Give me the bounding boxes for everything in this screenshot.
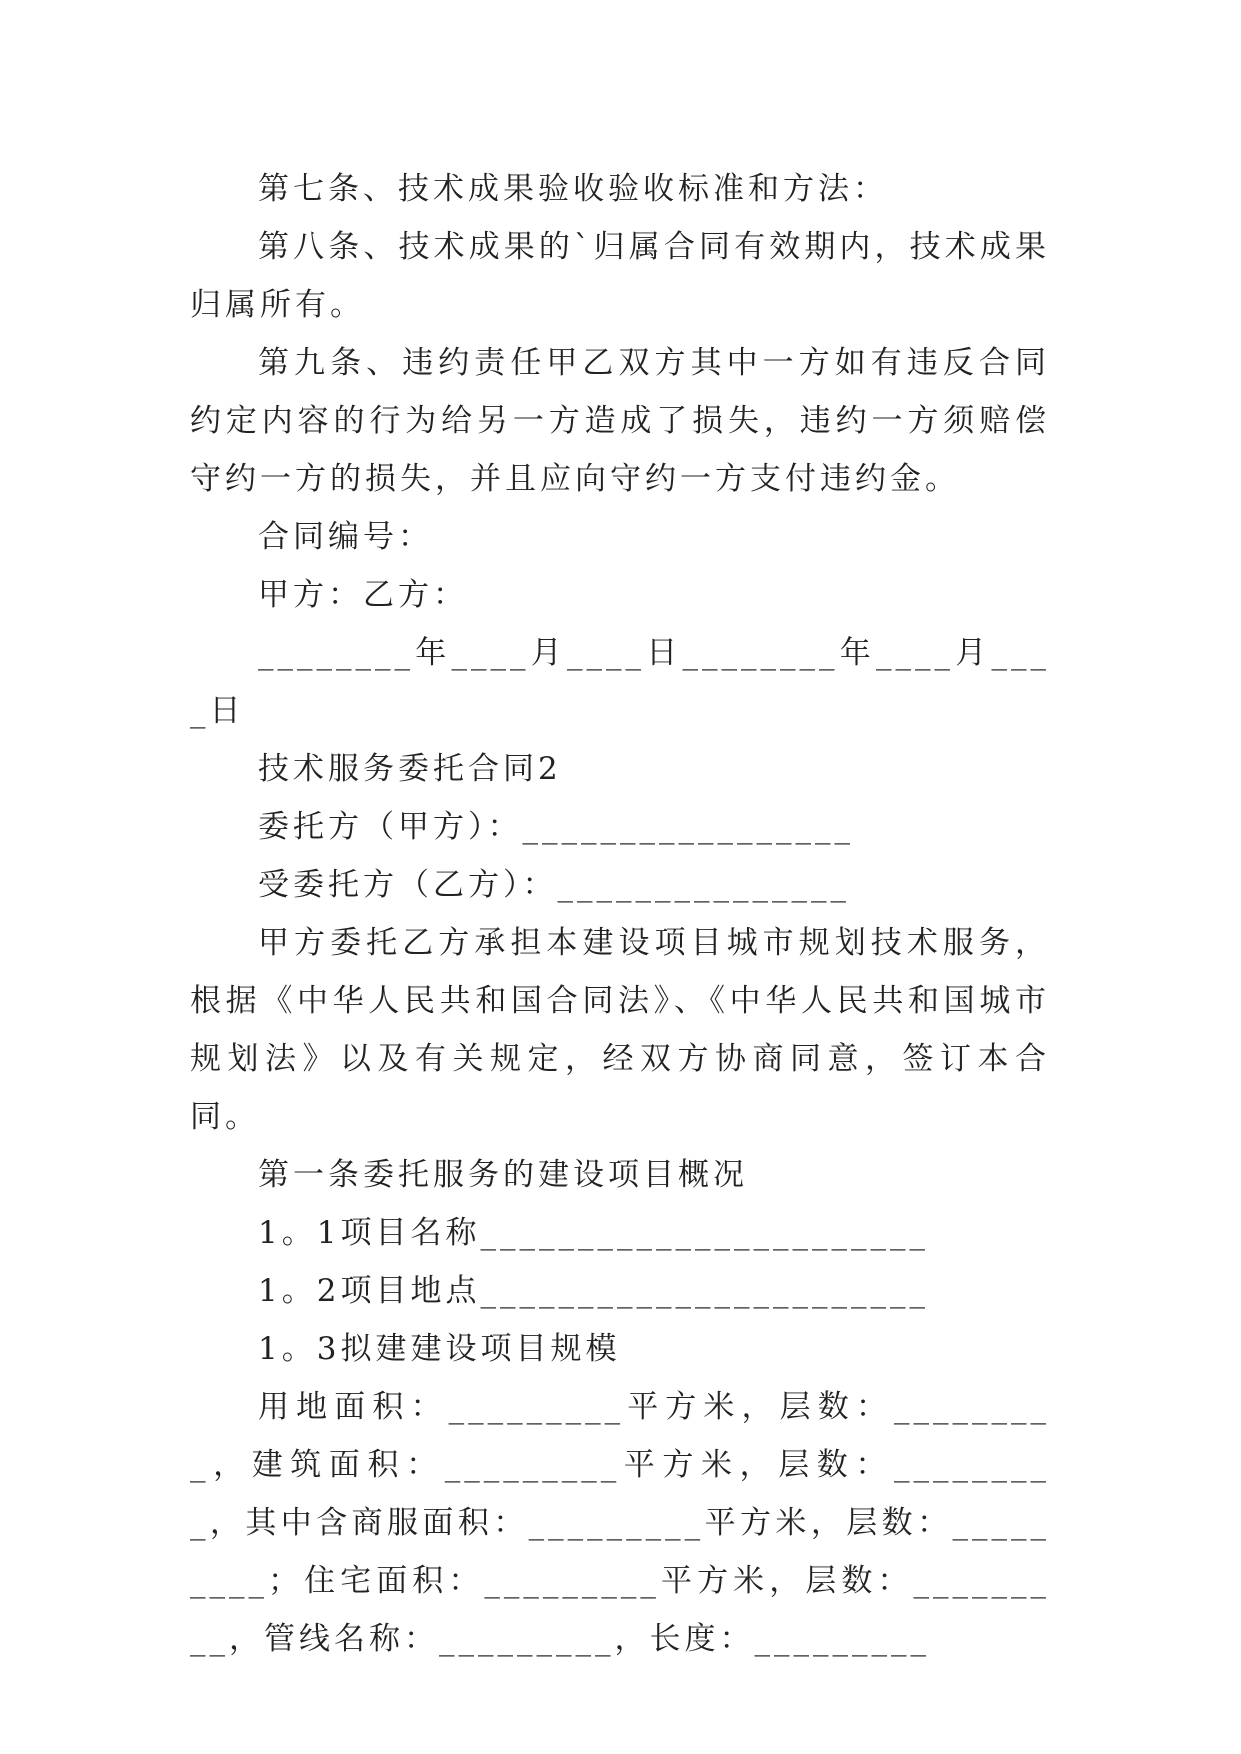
project-scale-details: 用地面积：_________平方米，层数：_________，建筑面积：_________平方米，层数：_________，其中含商服面积：_________平方米，层数：_________；住宅面积：_________平方米，层数：_________，管线名称：_________，长度：_________ <box>190 1389 1050 1657</box>
article-8-ownership: 第八条、技术成果的`归属合同有效期内，技术成果归属所有。 <box>190 229 1050 323</box>
signature-date-line: ________年____月____日________年____月____日 <box>190 635 1050 729</box>
contract-preamble: 甲方委托乙方承担本建设项目城市规划技术服务，根据《中华人民共和国合同法》、《中华人民共和国城市规划法》以及有关规定，经双方协商同意，签订本合同。 <box>190 925 1050 1135</box>
client-party-a-line: 委托方（甲方）：_________________ <box>258 809 854 845</box>
article-7-acceptance: 第七条、技术成果验收验收标准和方法： <box>258 171 888 207</box>
contract-2-title: 技术服务委托合同2 <box>258 751 562 787</box>
article-1-heading: 第一条委托服务的建设项目概况 <box>258 1157 748 1193</box>
item-1-1-project-name: 1。1项目名称_______________________ <box>258 1215 929 1251</box>
article-9-liability: 第九条、违约责任甲乙双方其中一方如有违反合同约定内容的行为给另一方造成了损失，违约一方须赔偿守约一方的损失，并且应向守约一方支付违约金。 <box>190 345 1050 497</box>
party-a-b-line: 甲方：乙方： <box>258 577 468 613</box>
item-1-3-project-scale: 1。3拟建建设项目规模 <box>258 1331 621 1367</box>
contractor-party-b-line: 受委托方（乙方）：_______________ <box>258 867 850 903</box>
item-1-2-project-location: 1。2项目地点_______________________ <box>258 1273 929 1309</box>
document-body <box>190 160 1050 1668</box>
contract-number-line: 合同编号： <box>258 519 433 555</box>
